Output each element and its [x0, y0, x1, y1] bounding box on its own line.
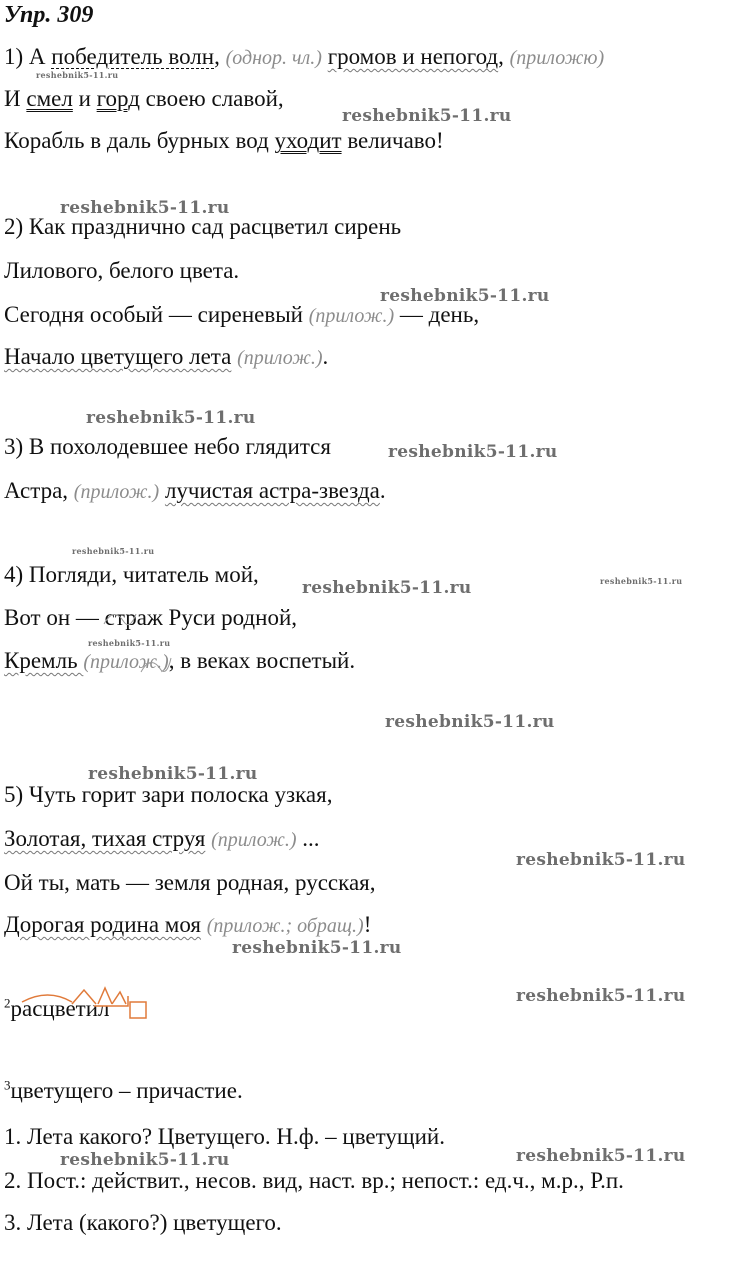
watermark: reshebnik5-11.ru: [516, 850, 686, 870]
apposition: Золотая, тихая струя: [4, 826, 206, 851]
apposition: Начало цветущего лета: [4, 344, 232, 369]
morpheme-word: расцветил: [10, 996, 110, 1021]
watermark: reshebnik5-11.ru: [36, 70, 119, 80]
watermark: reshebnik5-11.ru: [388, 442, 558, 462]
poem-2-line-1: 2) Как празднично сад расцветил сирень: [4, 214, 402, 239]
poem-1-line-3: Корабль в даль бурных вод уходит величаво!: [4, 128, 444, 153]
scribble-mark: [100, 604, 140, 634]
watermark: reshebnik5-11.ru: [516, 986, 686, 1006]
poem-2-line-2: Лилового, белого цвета.: [4, 258, 240, 283]
watermark: reshebnik5-11.ru: [380, 286, 550, 306]
predicate: смел: [26, 86, 73, 111]
grammar-note: (прилож.): [73, 481, 160, 503]
poem-4-line-1: 4) Погляди, читатель мой,: [4, 562, 259, 587]
footnote-3-head: $^3$цветущего – причастие.: [4, 1077, 243, 1103]
poem-3-line-1: 3) В похолодевшее небо глядится: [4, 434, 331, 459]
poem-5-line-1: 5) Чуть горит зари полоска узкая,: [4, 782, 333, 807]
predicate: горд: [96, 86, 140, 111]
poem-3-line-2: Астра, (прилож.) лучистая астра-звезда.: [4, 478, 386, 503]
grammar-note: (приложю): [509, 47, 605, 69]
watermark: reshebnik5-11.ru: [72, 546, 155, 556]
predicate: уходит: [274, 128, 342, 153]
watermark: reshebnik5-11.ru: [232, 938, 402, 958]
footnote-number: 2: [4, 995, 11, 1011]
watermark: reshebnik5-11.ru: [516, 1146, 686, 1166]
poem-5-line-2: Золотая, тихая струя (прилож.) ...: [4, 826, 320, 851]
footnote-3-item-3: 3. Лета (какого?) цветущего.: [4, 1210, 282, 1235]
watermark: reshebnik5-11.ru: [342, 106, 512, 126]
poem-2-line-3: Сегодня особый — сиреневый (прилож.) — день,: [4, 302, 480, 327]
poem-1-line-2: И смел и горд своею славой,: [4, 86, 284, 111]
exercise-title: Упр. 309: [4, 2, 94, 28]
watermark: reshebnik5-11.ru: [86, 408, 256, 428]
apposition: громов и непогод: [327, 44, 499, 69]
footnote-number: 3: [4, 1077, 11, 1093]
poem-1-line-1: 1) А победитель волн, (однор. чл.) громов и непогод, (приложю): [4, 44, 605, 69]
morpheme-analysis-icon: [8, 982, 158, 1022]
watermark: reshebnik5-11.ru: [88, 638, 171, 648]
watermark: reshebnik5-11.ru: [88, 764, 258, 784]
grammar-note: (однор. чл.): [225, 47, 322, 69]
poem-5-line-4: Дорогая родина моя (прилож.; обращ.)!: [4, 912, 372, 937]
grammar-note: (прилож.; обращ.): [206, 915, 364, 937]
poem-4-line-2: Вот он — страж Руси родной,: [4, 605, 298, 630]
poem-4-line-3: Кремль (прилож.), в веках воспетый.: [4, 648, 356, 673]
grammar-note: (прилож.): [237, 347, 323, 369]
grammar-note: (прилож.): [308, 305, 395, 327]
watermark: reshebnik5-11.ru: [302, 578, 472, 598]
watermark: reshebnik5-11.ru: [600, 576, 683, 586]
scribble-mark: [135, 650, 175, 680]
footnote-3-item-1: 1. Лета какого? Цветущего. Н.ф. – цветущий.: [4, 1124, 445, 1149]
footnote-3-item-2: 2. Пост.: действит., несов. вид, наст. вр.; непост.: ед.ч., м.р., Р.п.: [4, 1168, 624, 1193]
apposition: Кремль: [4, 648, 84, 673]
grammar-note: (прилож.): [83, 651, 169, 673]
homogeneous-member: победитель волн: [51, 44, 215, 69]
watermark: reshebnik5-11.ru: [385, 712, 555, 732]
poem-5-line-3: Ой ты, мать — земля родная, русская,: [4, 870, 376, 895]
poem-2-line-4: Начало цветущего лета (прилож.).: [4, 344, 329, 369]
apposition: Дорогая родина моя: [4, 912, 201, 937]
watermark: reshebnik5-11.ru: [60, 198, 230, 218]
apposition: лучистая астра-звезда: [164, 478, 380, 503]
grammar-note: (прилож.): [211, 829, 297, 851]
watermark: reshebnik5-11.ru: [60, 1150, 230, 1170]
